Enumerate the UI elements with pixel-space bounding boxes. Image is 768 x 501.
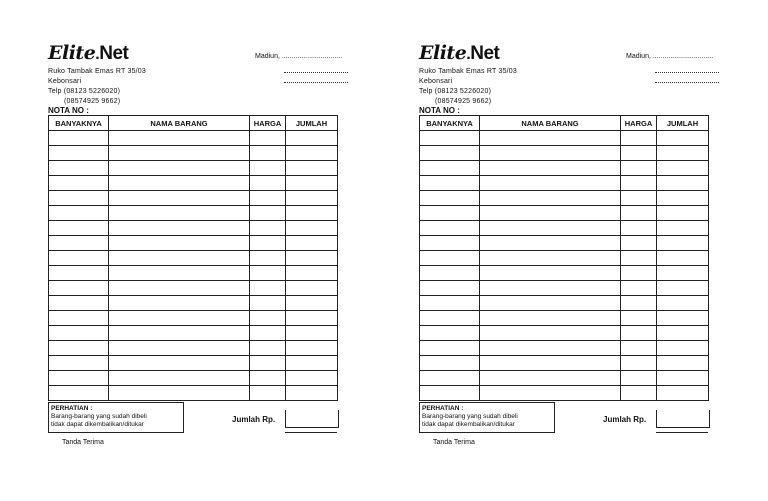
table-row xyxy=(420,191,709,206)
phone-line: (08574925 9662) xyxy=(435,98,492,105)
table-row xyxy=(49,371,338,386)
notice-text: Barang-barang yang sudah dibeli xyxy=(51,413,147,420)
table-row xyxy=(420,131,709,146)
address-line: Ruko Tambak Emas RT 35/03 xyxy=(419,68,517,75)
table-row xyxy=(420,176,709,191)
column-header: NAMA BARANG xyxy=(480,116,621,131)
table-row xyxy=(420,281,709,296)
address-line: Kebonsari xyxy=(48,78,82,85)
column-header: NAMA BARANG xyxy=(109,116,250,131)
address-line: Ruko Tambak Emas RT 35/03 xyxy=(48,68,146,75)
receipt-form-left xyxy=(47,0,347,501)
column-header: HARGA xyxy=(250,116,286,131)
notice-text: tidak dapat dikembalikan/ditukar xyxy=(422,421,515,428)
signature-label: Tanda Terima xyxy=(433,439,475,446)
phone-line: Telp (08123 5226020) xyxy=(48,88,121,95)
table-header-row xyxy=(420,116,709,131)
table-row xyxy=(420,221,709,236)
table-row xyxy=(420,266,709,281)
table-row xyxy=(420,311,709,326)
notice-text: Barang-barang yang sudah dibeli xyxy=(422,413,518,420)
notice-title: PERHATIAN : xyxy=(422,405,464,412)
phone-line: (08574925 9662) xyxy=(64,98,121,105)
table-row xyxy=(420,251,709,266)
total-label: Jumlah Rp. xyxy=(603,415,647,424)
table-row xyxy=(420,236,709,251)
table-row xyxy=(49,146,338,161)
table-row xyxy=(420,326,709,341)
column-header: BANYAKNYA xyxy=(49,116,109,131)
total-label: Jumlah Rp. xyxy=(232,415,276,424)
table-row xyxy=(49,191,338,206)
table-row xyxy=(49,176,338,191)
total-underline xyxy=(285,432,337,433)
table-row xyxy=(49,356,338,371)
table-row xyxy=(420,161,709,176)
table-row xyxy=(420,386,709,401)
notice-box xyxy=(419,402,555,433)
customer-line xyxy=(284,72,348,73)
table-row xyxy=(49,266,338,281)
total-box xyxy=(656,410,710,428)
table-row xyxy=(49,281,338,296)
table-row xyxy=(49,131,338,146)
table-header-row xyxy=(49,116,338,131)
signature-label: Tanda Terima xyxy=(62,439,104,446)
table-row xyxy=(49,236,338,251)
notice-box xyxy=(48,402,184,433)
table-row xyxy=(49,206,338,221)
customer-line xyxy=(655,72,719,73)
table-row xyxy=(420,296,709,311)
customer-line xyxy=(655,82,719,83)
city-date-field: Madiun, ............................... xyxy=(626,53,714,60)
items-table xyxy=(48,115,338,401)
table-row xyxy=(420,206,709,221)
table-row xyxy=(420,371,709,386)
notice-text: tidak dapat dikembalikan/ditukar xyxy=(51,421,144,428)
items-table xyxy=(419,115,709,401)
table-row xyxy=(49,221,338,236)
phone-line: Telp (08123 5226020) xyxy=(419,88,492,95)
table-row xyxy=(49,161,338,176)
notice-title: PERHATIAN : xyxy=(51,405,93,412)
total-underline xyxy=(656,432,708,433)
table-row xyxy=(49,341,338,356)
table-row xyxy=(49,311,338,326)
table-row xyxy=(49,326,338,341)
brand-logo: Elite.Net xyxy=(48,42,129,64)
table-row xyxy=(420,341,709,356)
column-header: JUMLAH xyxy=(286,116,338,131)
customer-line xyxy=(284,82,348,83)
column-header: HARGA xyxy=(621,116,657,131)
table-row xyxy=(420,356,709,371)
table-row xyxy=(49,386,338,401)
receipt-form-right xyxy=(418,0,718,501)
city-date-field: Madiun, ............................... xyxy=(255,53,343,60)
brand-logo: Elite.Net xyxy=(419,42,500,64)
column-header: JUMLAH xyxy=(657,116,709,131)
column-header: BANYAKNYA xyxy=(420,116,480,131)
nota-number-label: NOTA NO : xyxy=(48,106,89,115)
total-box xyxy=(285,410,339,428)
address-line: Kebonsari xyxy=(419,78,453,85)
table-row xyxy=(49,296,338,311)
table-row xyxy=(49,251,338,266)
nota-number-label: NOTA NO : xyxy=(419,106,460,115)
table-row xyxy=(420,146,709,161)
